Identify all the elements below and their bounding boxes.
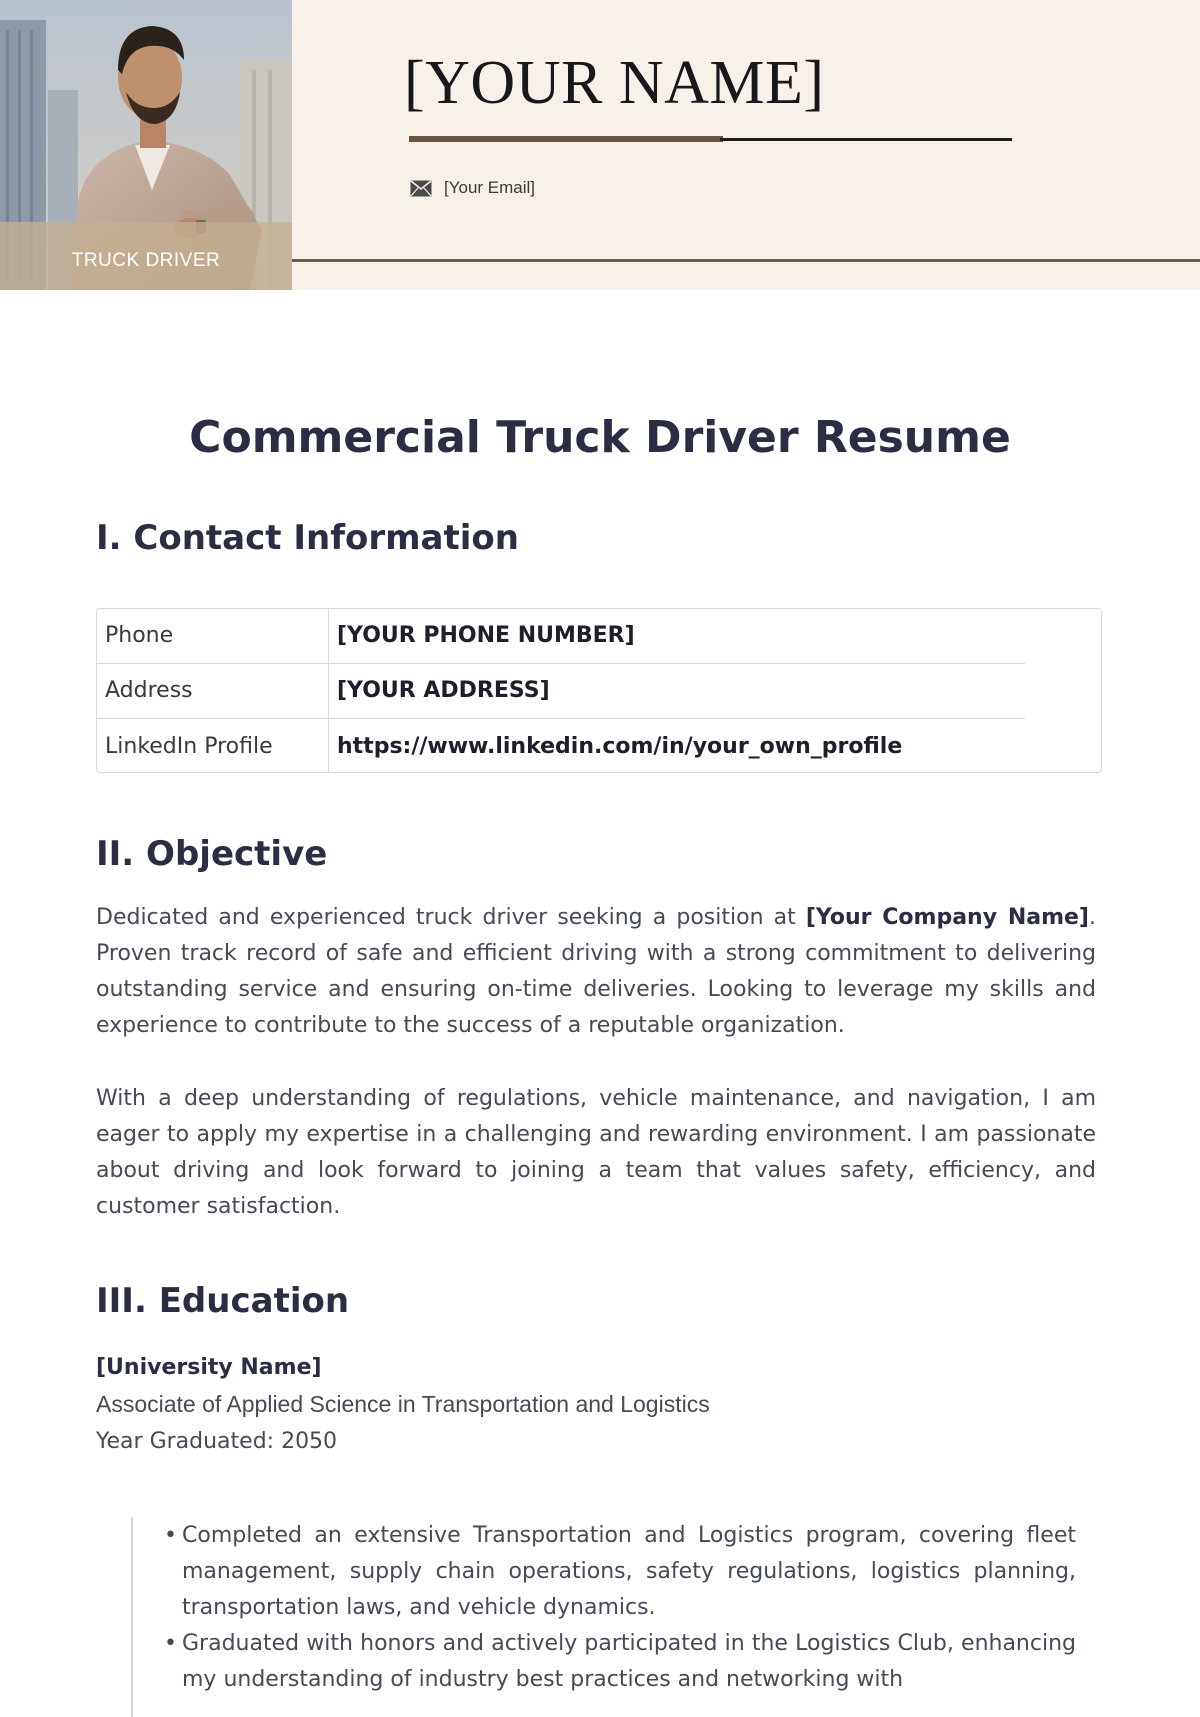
education-entry <box>96 1349 710 1460</box>
objective-paragraph <box>96 900 1096 1044</box>
name-underline <box>720 138 1012 141</box>
job-role: TRUCK DRIVER <box>71 250 221 271</box>
email-row <box>410 178 535 198</box>
address-label: Address <box>105 678 193 703</box>
phone-label: Phone <box>105 623 174 648</box>
linkedin-link[interactable]: https://www.linkedin.com/in/your_own_profile <box>337 734 903 759</box>
contact-heading: I. Contact Information <box>96 518 519 558</box>
resume-header <box>0 0 1200 290</box>
objective-text-start: Dedicated and experienced truck driver seeking a position at <box>96 905 806 930</box>
table-row-divider <box>97 663 1025 664</box>
education-highlights <box>164 1518 1076 1698</box>
degree: Associate of Applied Science in Transportation and Logistics <box>96 1391 710 1417</box>
table-row-divider <box>97 718 1025 719</box>
company-name-placeholder: [Your Company Name] <box>805 905 1089 930</box>
list-item: • Graduated with honors and actively participated in the Logistics Club, enhancing my understanding of industry best practices and networking with <box>164 1626 1076 1698</box>
candidate-name: [YOUR NAME] <box>404 49 825 117</box>
role-banner <box>0 222 292 290</box>
education-heading: III. Education <box>96 1281 350 1321</box>
email-address[interactable]: [Your Email] <box>444 178 536 197</box>
name-underline-accent <box>409 136 723 142</box>
page-title: Commercial Truck Driver Resume <box>189 412 1011 463</box>
bullet-block-bar <box>131 1517 133 1717</box>
table-column-divider <box>328 609 329 772</box>
university-name: [University Name] <box>96 1355 322 1380</box>
list-item: • Completed an extensive Transportation and Logistics program, covering fleet management, supply chain operations, safety regulations, logistics planning, transportation laws, and vehicle dynamics. <box>164 1518 1076 1626</box>
address-value: [YOUR ADDRESS] <box>337 678 550 703</box>
envelope-icon <box>410 180 432 197</box>
contact-table <box>96 608 1102 773</box>
objective-text-end: . Proven track record of safe and efficient driving with a strong commitment to delivering outstanding service and ensuring on-time deliveries. Looking to leverage my skills and experience to contribute to the success of a reputable organization. <box>96 905 1096 1038</box>
objective-heading: II. Objective <box>96 834 328 874</box>
linkedin-label: LinkedIn Profile <box>105 734 273 759</box>
objective-paragraph-2: With a deep understanding of regulations, vehicle maintenance, and navigation, I am eager to apply my expertise in a challenging and rewarding environment. I am passionate about driving and look forward to joining a team that values safety, efficiency, and customer satisfaction. <box>96 1086 1096 1219</box>
header-divider <box>292 259 1200 262</box>
phone-value: [YOUR PHONE NUMBER] <box>337 623 635 648</box>
graduation-year: Year Graduated: 2050 <box>96 1429 338 1454</box>
